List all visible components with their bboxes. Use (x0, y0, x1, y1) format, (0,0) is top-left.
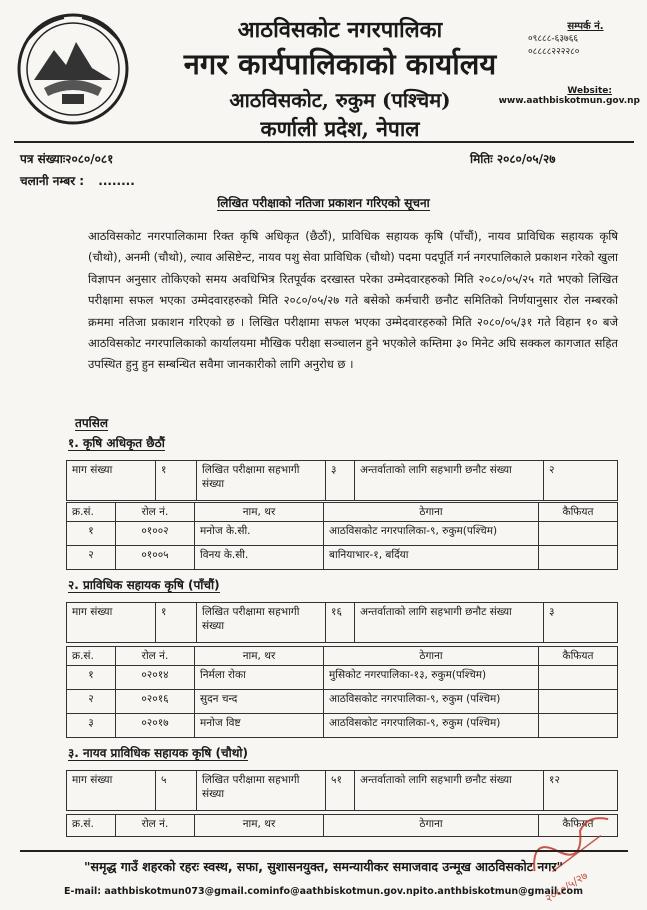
written-label: लिखित परीक्षामा सहभागी संख्या (197, 461, 326, 501)
table-row (67, 666, 618, 690)
section-2-results-table (66, 646, 618, 738)
sn-cell: १ (67, 666, 116, 690)
table-row (67, 714, 618, 738)
remarks-header: कैफियत (539, 815, 618, 837)
name-header: नाम, थर (195, 815, 324, 837)
name-cell: मनोज के.सी. (195, 522, 324, 546)
written-label: लिखित परीक्षामा सहभागी संख्या (197, 771, 326, 811)
address-header: ठेगाना (324, 503, 539, 522)
roll-cell: ०२०१७ (116, 714, 195, 738)
sn-cell: १ (67, 522, 116, 546)
address-cell: आठविसकोट नगरपालिका-९, रुकुम (पश्चिम) (324, 690, 539, 714)
office-name: नगर कार्यपालिकाको कार्यालय (183, 47, 497, 81)
details-label (75, 414, 108, 431)
notice-subject (0, 194, 647, 211)
nepal-emblem-logo (14, 10, 132, 128)
remarks-header: कैफियत (539, 647, 618, 666)
header-divider (14, 141, 634, 143)
website-label: Website: (567, 86, 612, 96)
website-block (480, 86, 640, 106)
phone-2: ०८८८८२२२२८० (528, 47, 580, 57)
roll-cell: ०१००२ (116, 522, 195, 546)
subject-text: लिखित परीक्षाको नतिजा प्रकाशन गरिएको सूचना (217, 196, 430, 210)
table-header-row (67, 647, 618, 666)
roll-cell: ०२०१६ (116, 690, 195, 714)
footer-slogan: "समृद्ध गाउँ शहरको रहरः स्वस्थ, सफा, सुशासनयुक्त, समन्यायीकर समाजवाद उन्मूख आठविसकोट नगर" (83, 859, 564, 874)
remarks-cell (539, 546, 618, 570)
name-header: नाम, थर (195, 647, 324, 666)
address-cell: आठविसकोट नगरपालिका-९, रुकुम (पश्चिम) (324, 714, 539, 738)
sn-header: क्र.सं. (67, 647, 116, 666)
stamp-date: २०८०/५/२७ (542, 868, 591, 906)
letter-date: मितिः २०८०/०५/२७ (470, 152, 556, 166)
name-cell: मनोज विष्ट (195, 714, 324, 738)
remarks-cell (539, 522, 618, 546)
section-1-results-table (66, 502, 618, 570)
table-header-row (67, 503, 618, 522)
address-cell: मुसिकोट नगरपालिका-१३, रुकुम(पश्चिम) (324, 666, 539, 690)
address-cell: बानियाभार-१, बर्दिया (324, 546, 539, 570)
office-address: आठविसकोट, रुकुम (पश्चिम) (229, 88, 451, 112)
remarks-header: कैफियत (539, 503, 618, 522)
contact-title: सम्पर्क नं. (567, 21, 604, 32)
roll-header: रोल नं. (116, 815, 195, 837)
name-cell: विनय के.सी. (195, 546, 324, 570)
footer-divider (20, 850, 628, 852)
demand-label: माग संख्या (67, 461, 156, 501)
demand-label: माग संख्या (67, 771, 156, 811)
remarks-cell (539, 714, 618, 738)
address-cell: आठविसकोट नगरपालिका-९, रुकुम(पश्चिम) (324, 522, 539, 546)
address-header: ठेगाना (324, 647, 539, 666)
sn-header: क्र.सं. (67, 815, 116, 837)
letter-number: पत्र संख्याः२०८०/०८१ (20, 152, 114, 166)
roll-header: रोल नं. (116, 647, 195, 666)
municipality-name: आठविसकोट नगरपालिका (237, 17, 443, 43)
remarks-cell (539, 666, 618, 690)
province-country: कर्णाली प्रदेश, नेपाल (260, 116, 420, 141)
section-3-title-text: ३. नायव प्राविधिक सहायक कृषि (चौथो) (68, 746, 249, 760)
section-2-summary-table (66, 602, 618, 643)
contact-block (528, 20, 643, 59)
interview-label: अन्तर्वाताको लागि सहभागी छनौट संख्या (355, 771, 544, 811)
section-2-title (68, 576, 220, 593)
notice-body: आठविसकोट नगरपालिकामा रिक्त कृषि अधिकृत (छैठौं), प्राविधिक सहायक कृषि (पाँचौं), नायव प्राविधिक सहायक कृषि (चौथो), अनमी (चौथो), ल्याव असिष्टेन्ट, नायव पशु सेवा प्राविधिक (चौथो) पदमा पदपूर्ति गर्न नगरपालिकाले प्रकाशन गरेको खुला विज्ञापन अनुसार तोकिएको समय अवधिभित्र रितपूर्वक दरखास्त परेका उम्मेदवारहरुको मिति २०८०/०५/२५ गते भएको लिखित परीक्षामा सफल भएका उम्मेदवारहरुको मिति २०८०/०५/२७ गते बसेको कर्मचारी छनौट समितिको निर्णयानुसार रोल नम्बरको क्रममा नतिजा प्रकाशन गरिएको छ । लिखित परीक्षामा सफल भएका उम्मेदवारहरुको मिति २०८०/०५/३१ गते विहान १० बजे आठविसकोट नगरपालिकाको कार्यालयमा मौखिक परीक्षा सञ्चालन हुने भएकोले कम्तिमा ३० मिनेट अघि सक्कल कागजात सहित उपस्थित हुनु हुन सम्बन्धित सवैमा जानकारीको लागि अनुरोध छ । (88, 229, 618, 372)
dispatch-label: चलानी नम्बर : (20, 174, 85, 188)
name-cell: निर्मला रोका (195, 666, 324, 690)
remarks-cell (539, 690, 618, 714)
table-row (67, 690, 618, 714)
phone-1: ०९८८८-६३७६६ (528, 34, 579, 44)
address-header: ठेगाना (324, 815, 539, 837)
sn-cell: २ (67, 546, 116, 570)
table-row (67, 546, 618, 570)
roll-header: रोल नं. (116, 503, 195, 522)
section-3-summary-table (66, 770, 618, 811)
footer-email[interactable]: E-mail: aathbiskotmun073@gmail.cominfo@aathbiskotmun.gov.npito.anthbiskotmun@gmail.com (64, 886, 583, 897)
sn-header: क्र.सं. (67, 503, 116, 522)
section-1-title-text: १. कृषि अधिकृत छैठौं (68, 436, 165, 450)
interview-value: १२ (544, 771, 618, 811)
details-label-text: तपसिल (75, 416, 109, 430)
dispatch-number (20, 172, 135, 189)
interview-value: ३ (544, 603, 618, 643)
dispatch-value: ........ (98, 174, 135, 188)
demand-label: माग संख्या (67, 603, 156, 643)
demand-value: १ (156, 461, 197, 501)
written-value: ५१ (326, 771, 355, 811)
section-1-summary-table (66, 460, 618, 501)
sn-cell: २ (67, 690, 116, 714)
interview-value: २ (544, 461, 618, 501)
demand-value: १ (156, 603, 197, 643)
table-row (67, 522, 618, 546)
section-1-title (68, 434, 165, 451)
website-link[interactable]: www.aathbiskotmun.gov.np (498, 96, 640, 106)
roll-cell: ०१००५ (116, 546, 195, 570)
roll-cell: ०२०१४ (116, 666, 195, 690)
name-cell: सुदन चन्द (195, 690, 324, 714)
written-value: ३ (326, 461, 355, 501)
sn-cell: ३ (67, 714, 116, 738)
name-header: नाम, थर (195, 503, 324, 522)
section-2-title-text: २. प्राविधिक सहायक कृषि (पाँचौं) (68, 578, 220, 592)
interview-label: अन्तर्वाताको लागि सहभागी छनौट संख्या (355, 461, 544, 501)
interview-label: अन्तर्वाताको लागि सहभागी छनौट संख्या (355, 603, 544, 643)
written-label: लिखित परीक्षामा सहभागी संख्या (197, 603, 326, 643)
demand-value: ५ (156, 771, 197, 811)
section-3-title (68, 744, 248, 761)
written-value: १६ (326, 603, 355, 643)
